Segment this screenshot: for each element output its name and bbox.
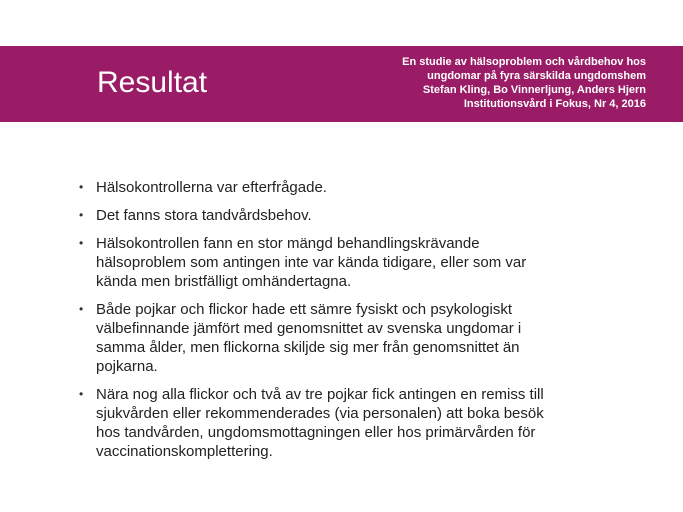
citation-block [402,55,646,111]
bullet-icon: • [79,236,84,250]
bullet-text [96,234,599,291]
citation-line: En studie av hälsoproblem och vårdbehov hos [402,56,646,68]
bullet-icon: • [79,387,84,401]
bullet-line: hälsoproblem som antingen inte var kända tidigare, eller som var [96,254,527,271]
bullet-list [79,178,599,470]
bullet-line: pojkarna. [96,358,158,375]
citation-line: Stefan Kling, Bo Vinnerljung, Anders Hjern [422,84,646,96]
bullet-line: sjukvården eller rekommenderades (via personalen) att boka besök [96,405,544,422]
bullet-line: kända men bristfälligt omhändertagna. [96,273,352,290]
bullet-icon: • [79,208,84,222]
bullet-line: Nära nog alla flickor och två av tre pojkar fick antingen en remiss till [96,386,544,403]
bullet-line: välbefinnande jämfört med genomsnittet av svenska ungdomar i [96,320,522,337]
bullet-text [96,300,599,376]
bullet-icon: • [79,302,84,316]
bullet-icon: • [79,180,84,194]
bullet-line: vaccinationskomplettering. [96,443,273,460]
bullet-item [79,300,599,376]
bullet-item [79,385,599,461]
bullet-item [79,206,599,225]
bullet-item [79,178,599,197]
bullet-line: Både pojkar och flickor hade ett sämre fysiskt och psykologiskt [96,301,513,318]
bullet-line: samma ålder, men flickorna skiljde sig mer från genomsnittet än [96,339,520,356]
bullet-line: hos tandvården, ungdomsmottagningen eller hos primärvården för [96,424,536,441]
bullet-line: Hälsokontrollen fann en stor mängd behandlingskrävande [96,235,480,252]
bullet-text [96,206,599,225]
bullet-text [96,385,599,461]
slide-title: Resultat [97,66,208,99]
bullet-text [96,178,599,197]
citation-line: Institutionsvård i Fokus, Nr 4, 2016 [463,98,646,110]
bullet-item [79,234,599,291]
bullet-line: Hälsokontrollerna var efterfrågade. [96,179,327,196]
bullet-line: Det fanns stora tandvårdsbehov. [96,207,312,224]
citation-line: ungdomar på fyra särskilda ungdomshem [427,70,646,82]
